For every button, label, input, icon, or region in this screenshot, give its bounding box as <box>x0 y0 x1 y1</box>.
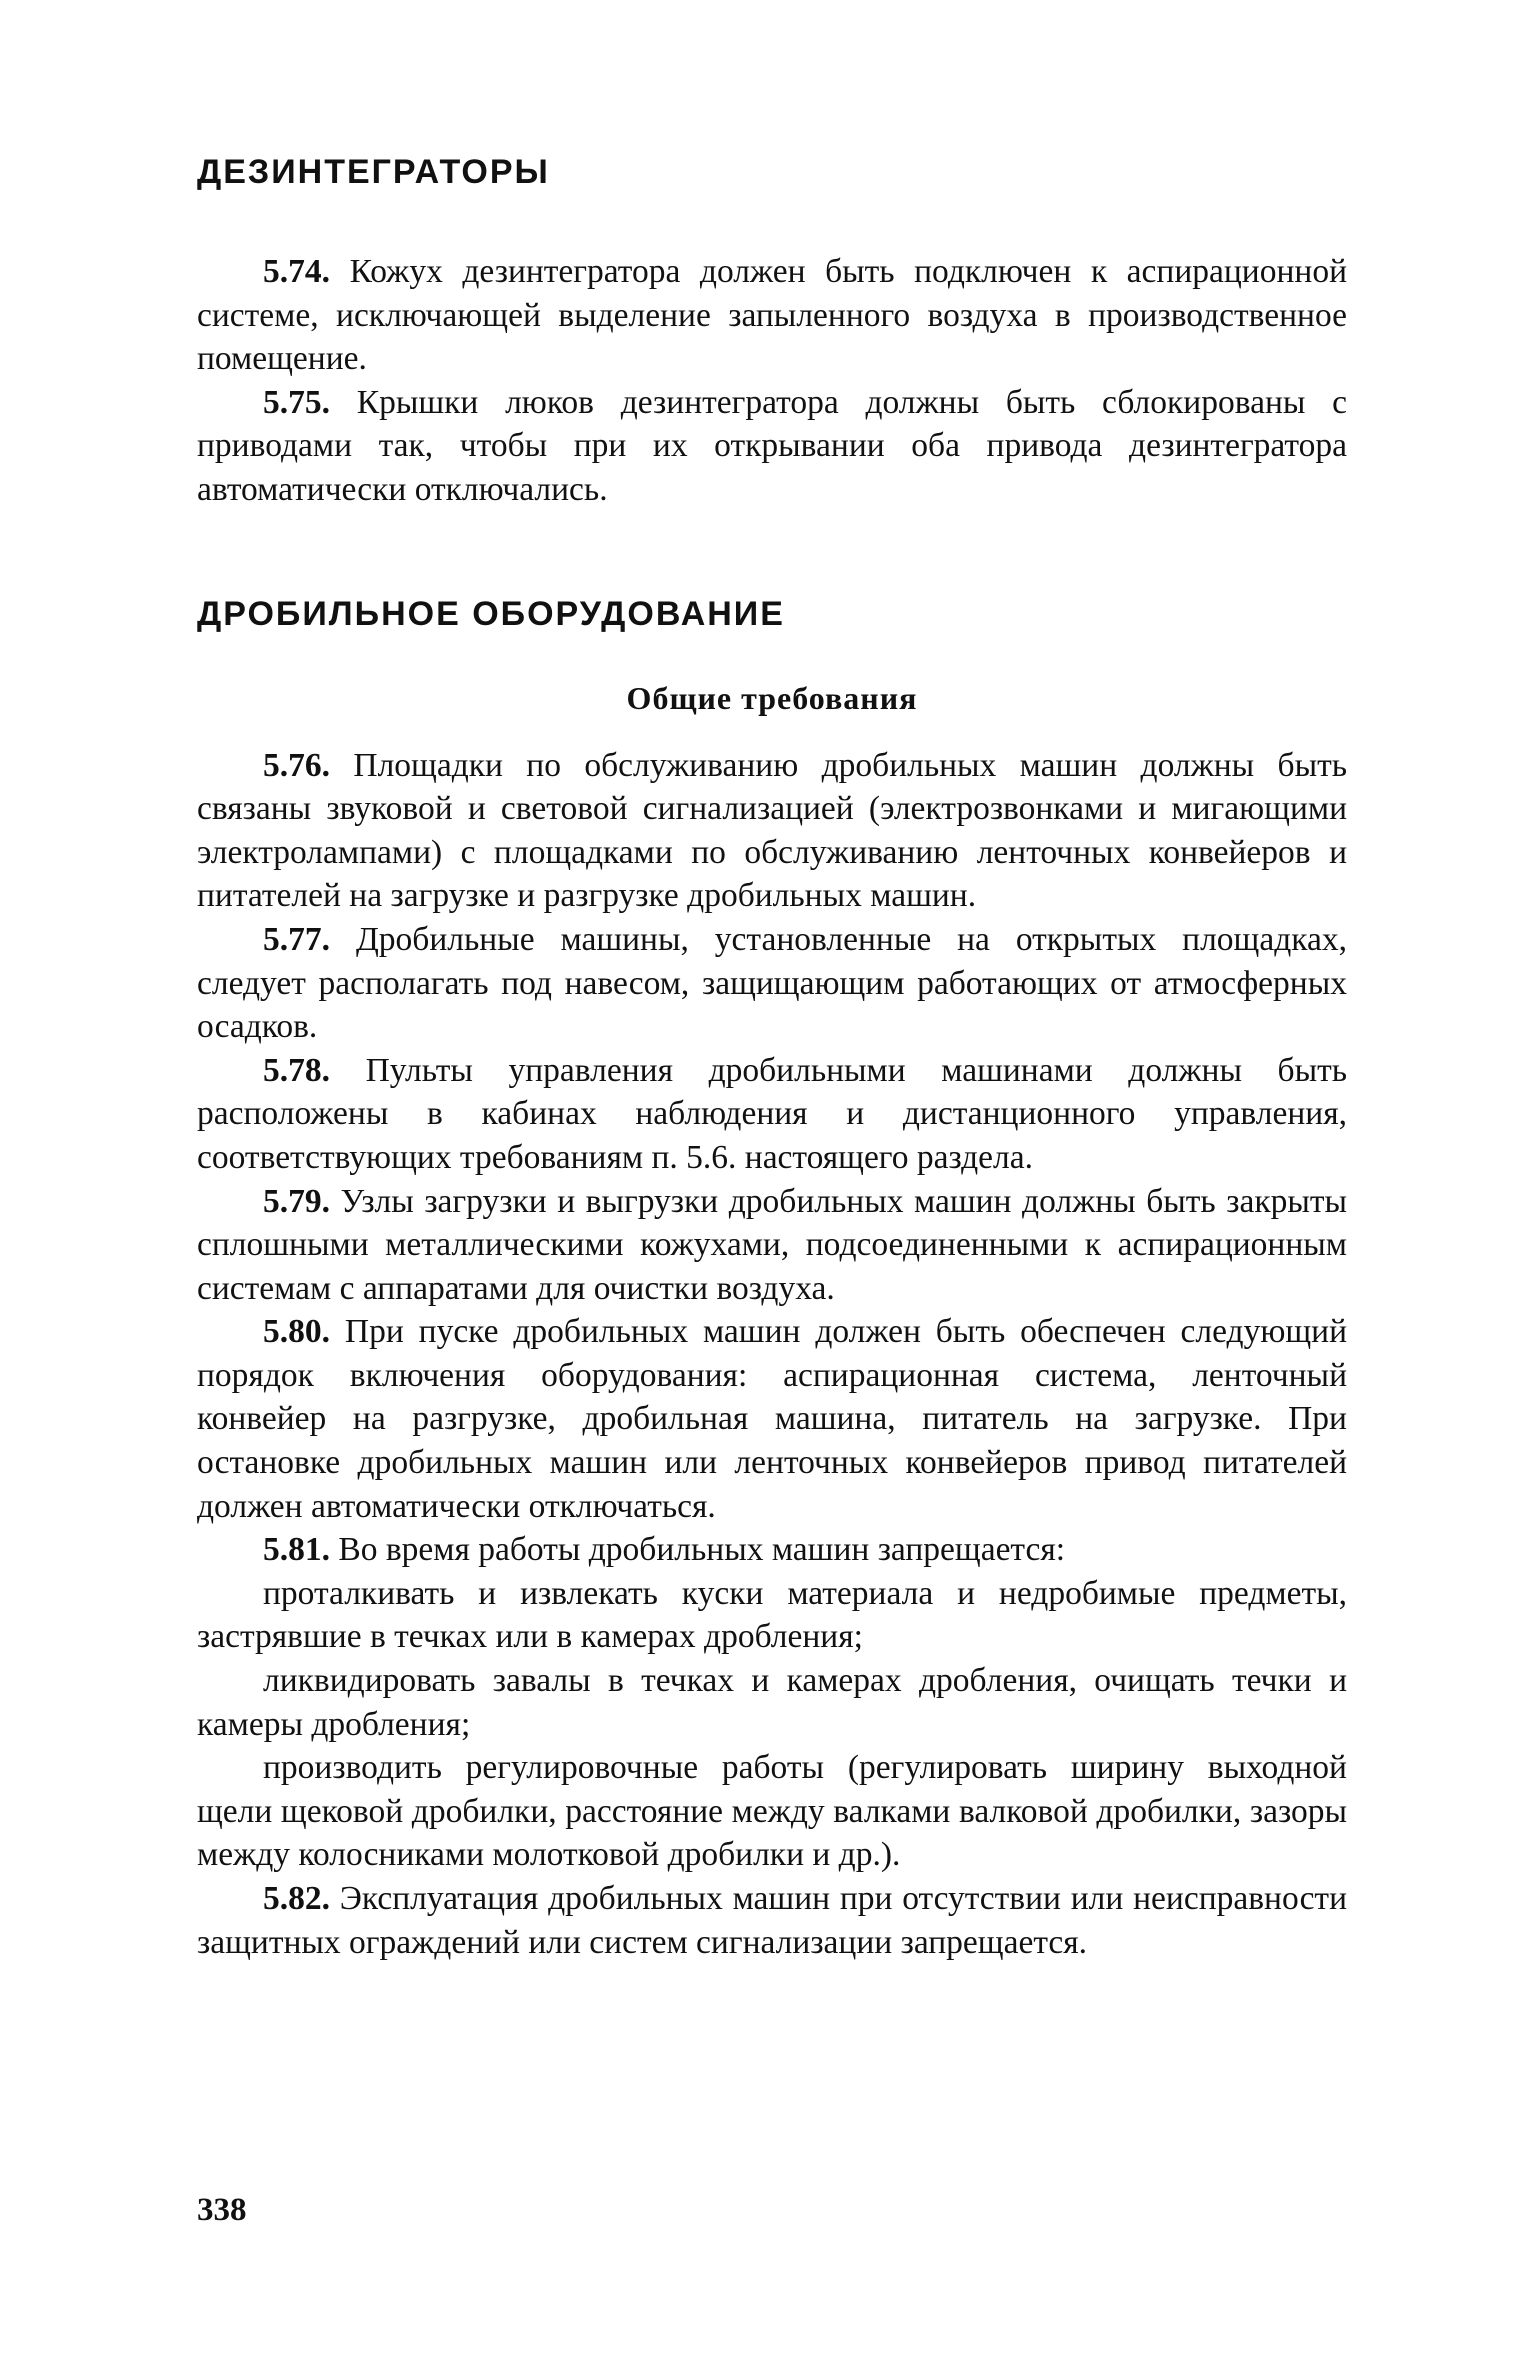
paragraph-5-76 <box>197 744 1347 918</box>
paragraph-text: Площадки по обслуживанию дробильных машин должны быть связаны звуковой и световой сигнализацией (электрозвонками и мигающими электролампами) с площадками по обслуживанию ленточных конвейеров и питателей на загрузке и разгрузке дробильных машин. <box>197 746 1348 915</box>
paragraph-number: 5.75. <box>263 383 330 421</box>
paragraph-text: Кожух дезинтегратора должен быть подключен к аспирационной системе, исключающей выделение запыленного воздуха в производственное помещение. <box>197 253 1348 378</box>
paragraph-text: Дробильные машины, установленные на открытых площадках, следует располагать под навесом, защищающим работающих от атмосферных осадков. <box>197 920 1348 1046</box>
paragraph-text: Крышки люков дезинтегратора должны быть сблокированы с приводами так, чтобы при их открывании оба привода дезинтегратора автоматически отключались. <box>197 383 1348 508</box>
paragraph-number: 5.78. <box>263 1051 330 1089</box>
paragraph-text: Во время работы дробильных машин запрещается: <box>338 1531 1066 1569</box>
list-item: проталкивать и извлекать куски материала и недробимые предметы, застрявшие в течках или в камерах дробления; <box>197 1574 1347 1656</box>
paragraph-number: 5.77. <box>263 920 330 958</box>
paragraph-5-82 <box>197 1877 1347 1964</box>
paragraph-number: 5.79. <box>263 1182 330 1220</box>
paragraph-5-77 <box>197 918 1347 1049</box>
paragraph-text: При пуске дробильных машин должен быть обеспечен следующий порядок включения оборудования: аспирационная система, ленточный конвейер на разгрузке, дробильная машина, питатель на загрузке. При остановке дробильных машин или ленточных конвейеров привод питателей должен автоматически отключаться. <box>197 1313 1348 1525</box>
paragraph-5-75 <box>197 381 1347 512</box>
paragraph-number: 5.81. <box>263 1531 330 1569</box>
paragraph-5-74 <box>197 250 1347 381</box>
paragraph-text: Пульты управления дробильными машинами должны быть расположены в кабинах наблюдения и дистанционного управления, соответствующих требованиям п. 5.6. настоящего раздела. <box>197 1051 1347 1176</box>
list-item: ликвидировать завалы в течках и камерах дробления, очищать течки и камеры дробления; <box>197 1662 1347 1743</box>
section-heading-crushing-equipment: ДРОБИЛЬНОЕ ОБОРУДОВАНИЕ <box>197 594 785 633</box>
paragraph-text: Узлы загрузки и выгрузки дробильных машин должны быть закрыты сплошными металлическими кожухами, подсоединенными к аспирационным системам с аппаратами для очистки воздуха. <box>197 1182 1348 1307</box>
paragraph-number: 5.74. <box>263 253 330 290</box>
page-number: 338 <box>197 2192 247 2228</box>
section-body-disintegrators <box>197 250 1347 512</box>
section-heading-disintegrators: ДЕЗИНТЕГРАТОРЫ <box>197 153 550 191</box>
paragraph-5-80 <box>197 1310 1347 1528</box>
subheading-general-requirements: Общие требования <box>626 679 918 716</box>
section-body-crushing-equipment <box>197 744 1347 1965</box>
paragraph-text: Эксплуатация дробильных машин при отсутствии или неисправности защитных ограждений или систем сигнализации запрещается. <box>197 1880 1348 1961</box>
list-item: производить регулировочные работы (регулировать ширину выходной щели щековой дробилки, расстояние между валками валковой дробилки, зазоры между колосниками молотковой дробилки и др.). <box>197 1749 1347 1874</box>
paragraph-number: 5.76. <box>263 746 330 784</box>
paragraph-number: 5.82. <box>263 1880 330 1917</box>
paragraph-number: 5.80. <box>263 1313 330 1351</box>
paragraph-5-79 <box>197 1180 1347 1311</box>
page-content <box>197 140 1347 1964</box>
paragraph-5-81 <box>197 1528 1347 1572</box>
paragraph-5-78 <box>197 1049 1347 1180</box>
